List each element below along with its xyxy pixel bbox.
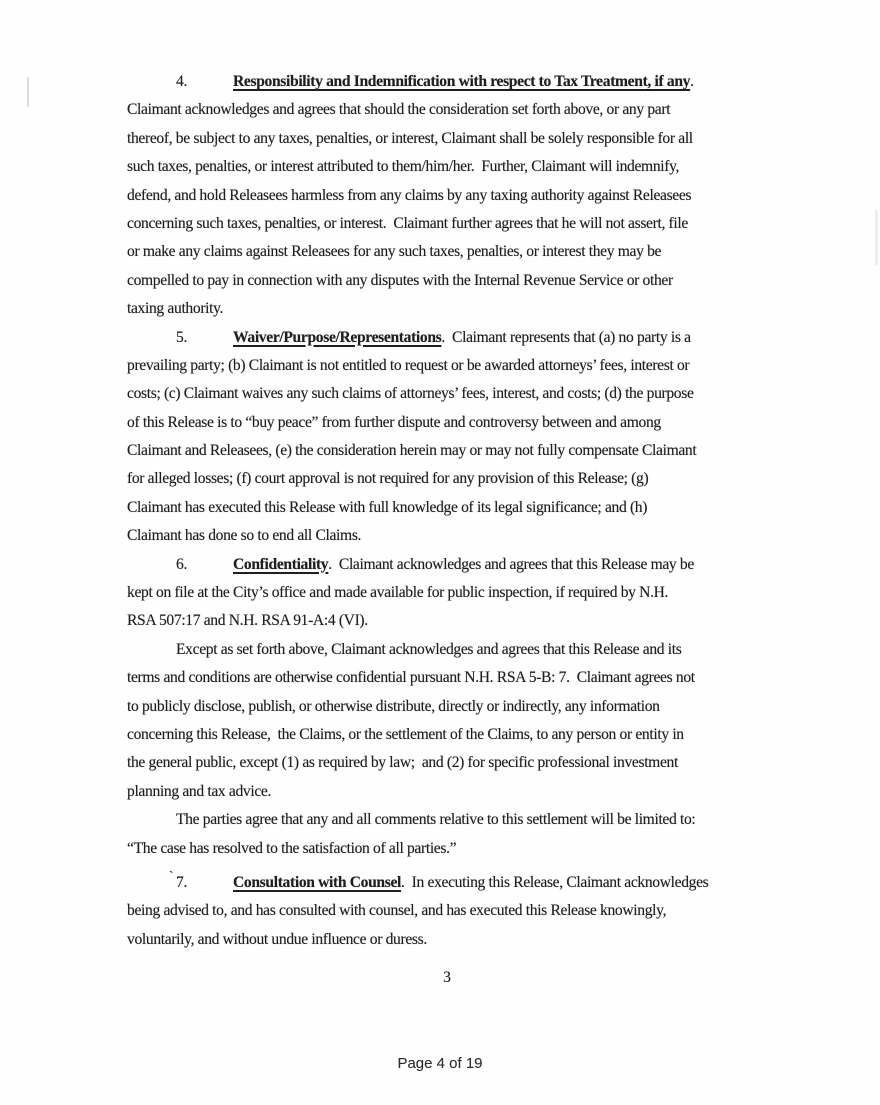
paragraph-line: of this Release is to “buy peace” from further dispute and controversy between and among xyxy=(127,413,661,431)
paragraph-line: costs; (c) Claimant waives any such claims of attorneys’ fees, interest, and costs; (d) the purpose xyxy=(127,385,694,403)
scan-artifact-tick: ˋ xyxy=(169,867,174,883)
section-number: 5. xyxy=(176,328,187,346)
section-heading: Waiver/Purpose/Representations xyxy=(233,328,442,346)
confidentiality-continued-paragraph xyxy=(127,636,767,806)
paragraph-line: the general public, except (1) as required by law; and (2) for specific professional investment xyxy=(127,754,678,772)
paragraph-text: . Claimant represents that (a) no party is a xyxy=(441,328,691,346)
page-number: 3 xyxy=(443,969,451,986)
paragraph-first-line xyxy=(127,551,767,579)
paragraph-line: for alleged losses; (f) court approval is not required for any provision of this Release; (g) xyxy=(127,470,649,488)
paragraph-line: thereof, be subject to any taxes, penalties, or interest, Claimant shall be solely responsible for all xyxy=(127,129,693,147)
paragraph-line: defend, and hold Releasees harmless from any claims by any taxing authority against Releasees xyxy=(127,186,692,204)
paragraph-text: . xyxy=(690,73,694,90)
paragraph-line: Claimant acknowledges and agrees that should the consideration set forth above, or any part xyxy=(127,101,671,119)
paragraph-line: such taxes, penalties, or interest attributed to them/him/her. Further, Claimant will indemnify, xyxy=(127,158,680,176)
paragraph-line: concerning such taxes, penalties, or interest. Claimant further agrees that he will not assert, file xyxy=(127,214,688,232)
section-number: 4. xyxy=(176,73,187,90)
paragraph-line: voluntarily, and without undue influence or duress. xyxy=(127,930,427,948)
paragraph-line: RSA 507:17 and N.H. RSA 91-A:4 (VI). xyxy=(127,612,368,630)
paragraph-first-line xyxy=(127,869,767,897)
section-5-waiver-purpose-representations xyxy=(127,324,767,551)
section-heading: Confidentiality xyxy=(233,555,329,573)
paragraph-first-line xyxy=(127,324,767,352)
footer-page-indicator: Page 4 of 19 xyxy=(397,1055,483,1072)
document-body xyxy=(127,68,767,954)
paragraph-line: to publicly disclose, publish, or otherwise distribute, directly or indirectly, any information xyxy=(127,697,660,715)
paragraph-line: or make any claims against Releasees for any such taxes, penalties, or interest they may be xyxy=(127,243,662,261)
paragraph-line: terms and conditions are otherwise confidential pursuant N.H. RSA 5-B: 7. Claimant agrees not xyxy=(127,669,695,687)
paragraph-text: . In executing this Release, Claimant acknowledges xyxy=(401,873,709,891)
section-4-tax-treatment xyxy=(127,68,767,324)
scan-artifact-right-edge xyxy=(875,210,878,265)
paragraph-line: Claimant has executed this Release with full knowledge of its legal significance; and (h) xyxy=(127,498,648,516)
paragraph-text: Except as set forth above, Claimant acknowledges and agrees that this Release and its xyxy=(176,640,682,658)
section-6-confidentiality xyxy=(127,551,767,636)
section-heading: Consultation with Counsel xyxy=(233,873,402,891)
paragraph-text: . Claimant acknowledges and agrees that this Release may be xyxy=(328,555,694,573)
paragraph-line: prevailing party; (b) Claimant is not entitled to request or be awarded attorneys’ fees, interest or xyxy=(127,356,690,374)
paragraph-text: The parties agree that any and all comments relative to this settlement will be limited to: xyxy=(176,811,696,829)
paragraph-line: Claimant has done so to end all Claims. xyxy=(127,527,362,545)
paragraph-first-line xyxy=(127,68,767,96)
paragraph-line: kept on file at the City’s office and made available for public inspection, if required by N.H. xyxy=(127,584,669,602)
section-number: 6. xyxy=(176,555,187,573)
paragraph-line: planning and tax advice. xyxy=(127,782,272,800)
paragraph-first-line xyxy=(127,636,767,664)
paragraph-first-line xyxy=(127,806,767,834)
paragraph-line: being advised to, and has consulted with counsel, and has executed this Release knowingly, xyxy=(127,902,667,920)
paragraph-line: compelled to pay in connection with any disputes with the Internal Revenue Service or other xyxy=(127,271,673,289)
paragraph-line: taxing authority. xyxy=(127,300,224,318)
scan-artifact-left-edge xyxy=(27,77,29,107)
settlement-comments-paragraph xyxy=(127,806,767,863)
section-heading: Responsibility and Indemnification with respect to Tax Treatment, if any xyxy=(233,73,691,90)
paragraph-line: “The case has resolved to the satisfaction of all parties.” xyxy=(127,839,457,857)
paragraph-line: Claimant and Releasees, (e) the consideration herein may or may not fully compensate Claimant xyxy=(127,442,697,460)
paragraph-line: concerning this Release, the Claims, or the settlement of the Claims, to any person or entity in xyxy=(127,725,684,743)
section-number: 7. ˋ xyxy=(176,869,233,897)
section-7-consultation-with-counsel xyxy=(127,869,767,954)
